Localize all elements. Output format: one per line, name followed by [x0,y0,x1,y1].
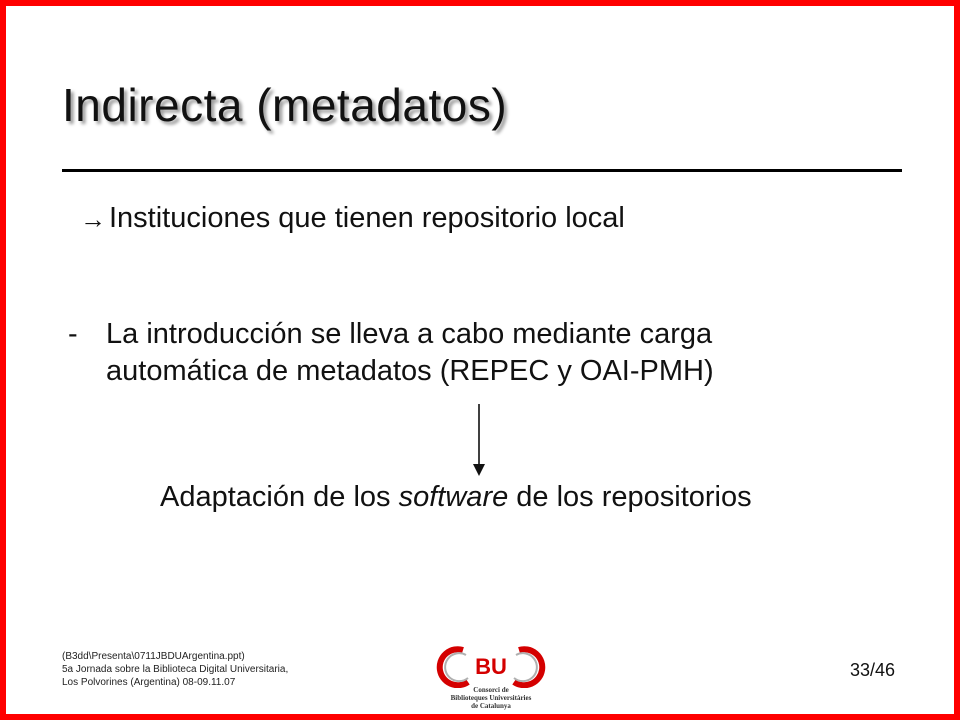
result-text-emphasis: software [398,481,509,513]
footer-line-3: Los Polvorines (Argentina) 08-09.11.07 [62,677,236,688]
footer-line-1: (B3dd\Presenta\0711JBDUArgentina.ppt) [62,651,245,662]
dash-item-text [106,316,714,390]
footer-info [62,650,288,689]
logo-caption-line-1: Consorci de [473,686,509,694]
slide-title: Indirecta (metadatos) [62,79,508,131]
result-text-start: Adaptación de los [160,481,399,513]
logo-caption [436,686,546,710]
bu-logo-icon [436,642,546,688]
footer-line-2: 5a Jornada sobre la Biblioteca Digital Universitaria, [62,664,289,675]
result-text [160,481,752,514]
title-underline [62,169,902,172]
cbuc-logo [436,642,546,720]
page-number: 33/46 [850,660,896,680]
logo-caption-line-2: Biblioteques Universitàries [450,694,532,702]
bullet-text: Instituciones que tienen repositorio local [109,202,625,234]
dash-item-line-2: automática de metadatos (REPEC y OAI-PMH) [106,355,714,387]
result-text-end: de los repositorios [508,481,752,513]
dash-item-line-1: La introducción se lleva a cabo mediante carga [106,318,713,350]
logo-text: BU [475,654,507,679]
bullet-item [80,202,625,235]
down-arrow-icon [464,404,494,478]
dash-marker: - [68,318,78,350]
dash-list-item [66,316,714,390]
logo-caption-line-3: de Catalunya [471,702,511,710]
right-arrow-icon: → [80,203,106,234]
